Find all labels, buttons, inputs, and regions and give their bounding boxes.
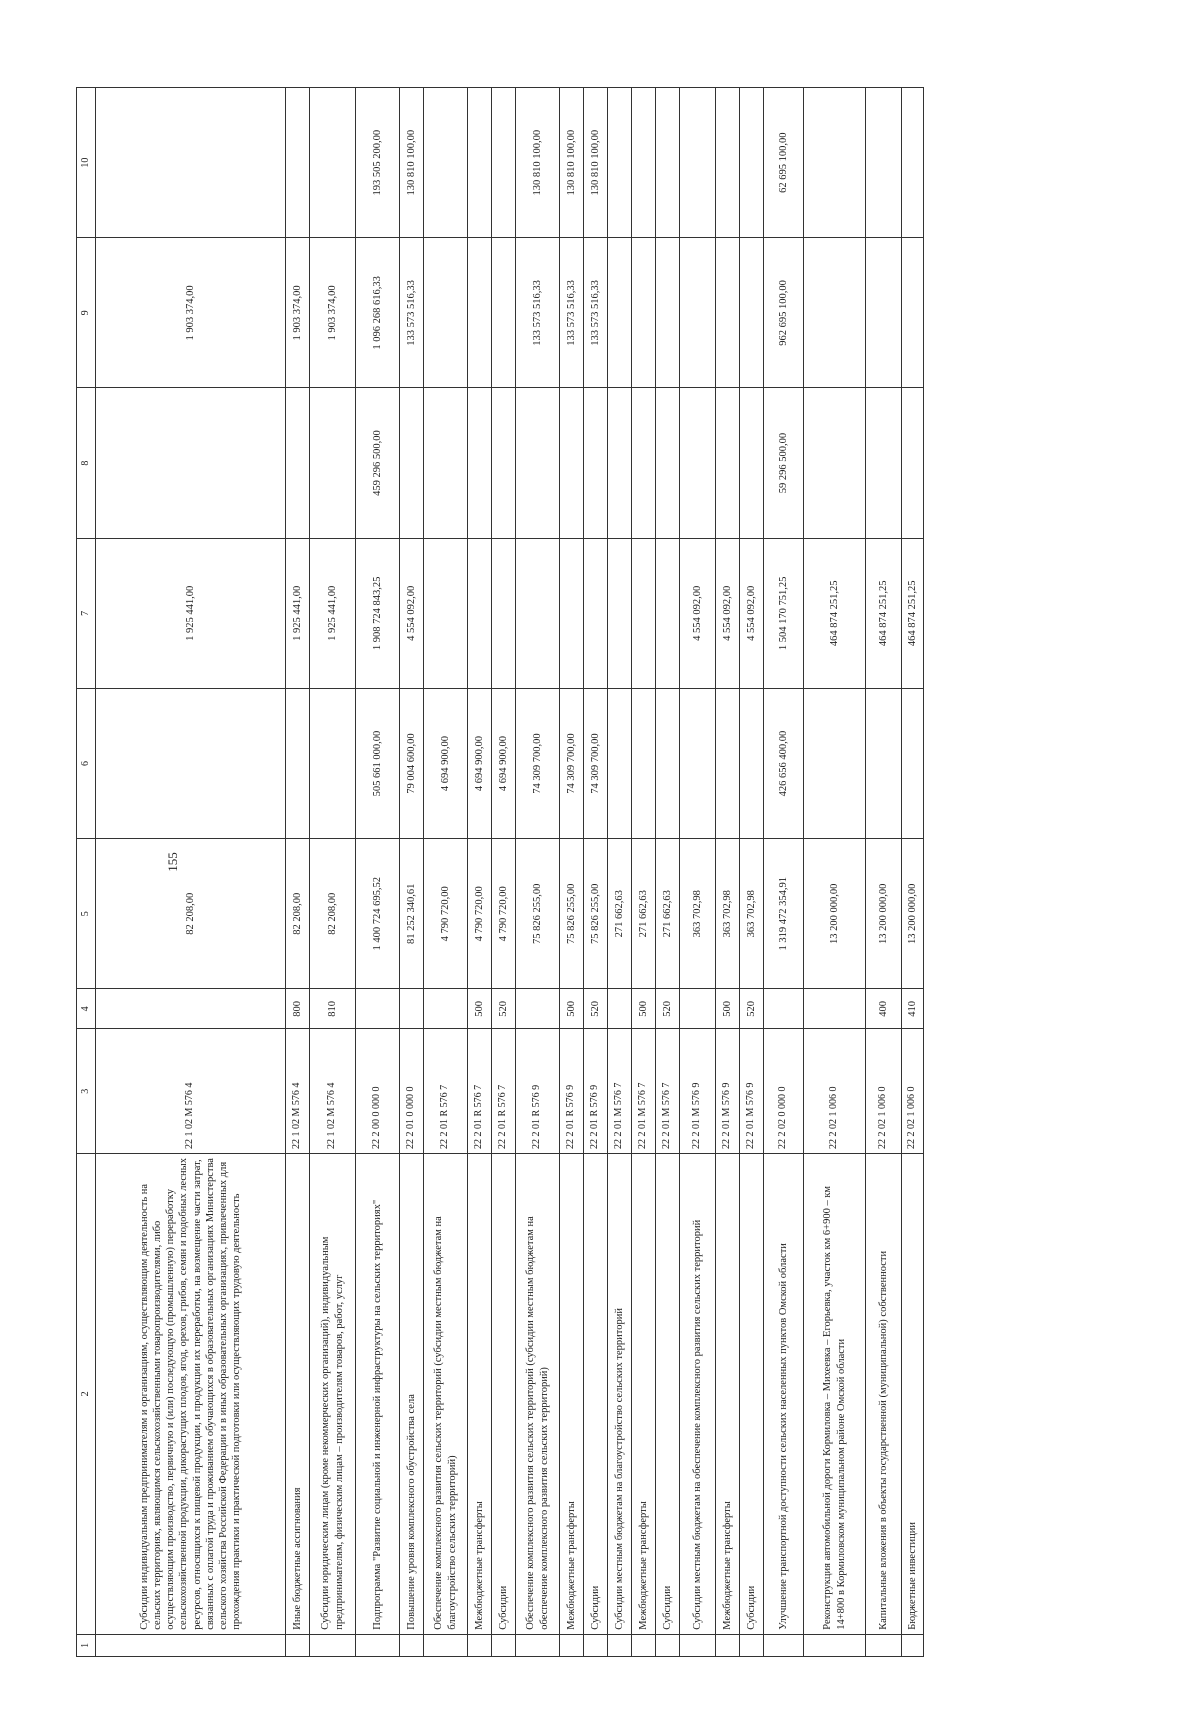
value-col-8 bbox=[424, 388, 468, 538]
row-index bbox=[516, 1634, 560, 1656]
header-row bbox=[77, 88, 96, 1657]
expense-type bbox=[424, 989, 468, 1029]
value-col-7 bbox=[560, 538, 584, 688]
expense-type: 400 bbox=[866, 989, 902, 1029]
row-index bbox=[468, 1634, 492, 1656]
value-col-7: 1 504 170 751,25 bbox=[764, 538, 804, 688]
row-index bbox=[804, 1634, 866, 1656]
value-col-10: 130 810 100,00 bbox=[400, 88, 424, 238]
value-col-8 bbox=[656, 388, 680, 538]
row-index bbox=[656, 1634, 680, 1656]
expense-type: 500 bbox=[560, 989, 584, 1029]
value-col-5: 13 200 000,00 bbox=[902, 839, 924, 989]
value-col-6: 505 661 000,00 bbox=[356, 688, 400, 838]
value-col-5: 75 826 255,00 bbox=[560, 839, 584, 989]
value-col-8 bbox=[286, 388, 310, 538]
value-col-7 bbox=[492, 538, 516, 688]
table-row bbox=[310, 88, 356, 1657]
value-col-7: 1 925 441,00 bbox=[286, 538, 310, 688]
value-col-6 bbox=[608, 688, 632, 838]
item-name: Капитальные вложения в объекты государственной (муниципальной) собственности bbox=[866, 1154, 902, 1635]
value-col-9: 962 695 100,00 bbox=[764, 238, 804, 388]
value-col-10: 130 810 100,00 bbox=[584, 88, 608, 238]
item-name: Повышение уровня комплексного обустройства села bbox=[400, 1154, 424, 1635]
budget-code: 22 2 00 0 000 0 bbox=[356, 1029, 400, 1154]
value-col-8 bbox=[804, 388, 866, 538]
value-col-10 bbox=[492, 88, 516, 238]
expense-type: 500 bbox=[632, 989, 656, 1029]
value-col-8 bbox=[560, 388, 584, 538]
value-col-9: 1 903 374,00 bbox=[286, 238, 310, 388]
budget-code: 22 2 01 R 576 9 bbox=[560, 1029, 584, 1154]
expense-type bbox=[804, 989, 866, 1029]
value-col-10: 193 505 200,00 bbox=[356, 88, 400, 238]
row-index bbox=[310, 1634, 356, 1656]
value-col-9 bbox=[716, 238, 740, 388]
value-col-9: 1 903 374,00 bbox=[96, 238, 286, 388]
value-col-7 bbox=[656, 538, 680, 688]
value-col-9: 133 573 516,33 bbox=[584, 238, 608, 388]
item-name: Обеспечение комплексного развития сельских территорий (субсидии местным бюджетам на благоустройство сельских территорий) bbox=[424, 1154, 468, 1635]
value-col-8 bbox=[632, 388, 656, 538]
value-col-5: 271 662,63 bbox=[632, 839, 656, 989]
value-col-7: 4 554 092,00 bbox=[716, 538, 740, 688]
value-col-7: 1 925 441,00 bbox=[310, 538, 356, 688]
value-col-9: 1 903 374,00 bbox=[310, 238, 356, 388]
value-col-9 bbox=[656, 238, 680, 388]
budget-code: 22 2 02 1 006 0 bbox=[866, 1029, 902, 1154]
value-col-9 bbox=[866, 238, 902, 388]
value-col-5: 82 208,00 bbox=[286, 839, 310, 989]
row-index bbox=[680, 1634, 716, 1656]
value-col-7: 4 554 092,00 bbox=[680, 538, 716, 688]
row-index bbox=[424, 1634, 468, 1656]
value-col-8 bbox=[680, 388, 716, 538]
value-col-5: 75 826 255,00 bbox=[516, 839, 560, 989]
value-col-7: 464 874 251,25 bbox=[804, 538, 866, 688]
value-col-10: 130 810 100,00 bbox=[516, 88, 560, 238]
value-col-10 bbox=[608, 88, 632, 238]
budget-code: 22 1 02 M 576 4 bbox=[96, 1029, 286, 1154]
value-col-6: 4 694 900,00 bbox=[468, 688, 492, 838]
table-row bbox=[400, 88, 424, 1657]
item-name: Подпрограмма "Развитие социальной и инженерной инфраструктуры на сельских территориях" bbox=[356, 1154, 400, 1635]
budget-code: 22 2 02 0 000 0 bbox=[764, 1029, 804, 1154]
budget-code: 22 2 01 M 576 9 bbox=[680, 1029, 716, 1154]
budget-code: 22 2 01 M 576 7 bbox=[656, 1029, 680, 1154]
value-col-9 bbox=[424, 238, 468, 388]
item-name: Субсидии юридическим лицам (кроме некоммерческих организаций), индивидуальным предпринимателям, физическим лицам – производителям товаров, работ, услуг bbox=[310, 1154, 356, 1635]
value-col-7: 1 925 441,00 bbox=[96, 538, 286, 688]
value-col-7: 1 908 724 843,25 bbox=[356, 538, 400, 688]
value-col-10: 62 695 100,00 bbox=[764, 88, 804, 238]
item-name: Улучшение транспортной доступности сельских населенных пунктов Омской области bbox=[764, 1154, 804, 1635]
item-name: Субсидии bbox=[492, 1154, 516, 1635]
header-cell-6: 6 bbox=[77, 688, 96, 838]
value-col-10 bbox=[96, 88, 286, 238]
item-name: Субсидии bbox=[740, 1154, 764, 1635]
table-row bbox=[632, 88, 656, 1657]
header-cell-9: 9 bbox=[77, 238, 96, 388]
header-cell-5: 5 bbox=[77, 839, 96, 989]
row-index bbox=[902, 1634, 924, 1656]
value-col-7 bbox=[584, 538, 608, 688]
page-number: 155 bbox=[164, 852, 180, 872]
value-col-6: 4 694 900,00 bbox=[424, 688, 468, 838]
value-col-10: 130 810 100,00 bbox=[560, 88, 584, 238]
value-col-6 bbox=[96, 688, 286, 838]
value-col-10 bbox=[680, 88, 716, 238]
expense-type: 520 bbox=[740, 989, 764, 1029]
expense-type bbox=[608, 989, 632, 1029]
header-cell-8: 8 bbox=[77, 388, 96, 538]
expense-type: 800 bbox=[286, 989, 310, 1029]
expense-type bbox=[764, 989, 804, 1029]
value-col-8 bbox=[310, 388, 356, 538]
value-col-8 bbox=[608, 388, 632, 538]
value-col-6 bbox=[902, 688, 924, 838]
value-col-9 bbox=[902, 238, 924, 388]
table-row bbox=[804, 88, 866, 1657]
budget-code: 22 2 01 R 576 9 bbox=[516, 1029, 560, 1154]
item-name: Межбюджетные трансферты bbox=[468, 1154, 492, 1635]
value-col-5: 271 662,63 bbox=[656, 839, 680, 989]
value-col-6 bbox=[804, 688, 866, 838]
value-col-10 bbox=[716, 88, 740, 238]
value-col-6: 74 309 700,00 bbox=[560, 688, 584, 838]
budget-code: 22 2 01 M 576 7 bbox=[608, 1029, 632, 1154]
expense-type: 500 bbox=[468, 989, 492, 1029]
row-index bbox=[560, 1634, 584, 1656]
value-col-8: 459 296 500,00 bbox=[356, 388, 400, 538]
table-row bbox=[492, 88, 516, 1657]
value-col-8 bbox=[584, 388, 608, 538]
value-col-6 bbox=[680, 688, 716, 838]
item-name: Обеспечение комплексного развития сельских территорий (субсидии местным бюджетам на обеспечение комплексного развития сельских территорий) bbox=[516, 1154, 560, 1635]
value-col-8 bbox=[468, 388, 492, 538]
expense-type: 520 bbox=[492, 989, 516, 1029]
value-col-6 bbox=[632, 688, 656, 838]
expense-type bbox=[356, 989, 400, 1029]
expense-type bbox=[516, 989, 560, 1029]
value-col-10 bbox=[424, 88, 468, 238]
item-name: Субсидии местным бюджетам на обеспечение комплексного развития сельских территорий bbox=[680, 1154, 716, 1635]
expense-type bbox=[400, 989, 424, 1029]
table-row bbox=[356, 88, 400, 1657]
value-col-6: 74 309 700,00 bbox=[516, 688, 560, 838]
value-col-9: 133 573 516,33 bbox=[516, 238, 560, 388]
value-col-9 bbox=[468, 238, 492, 388]
value-col-6 bbox=[310, 688, 356, 838]
value-col-8 bbox=[96, 388, 286, 538]
item-name: Субсидии bbox=[656, 1154, 680, 1635]
row-index bbox=[584, 1634, 608, 1656]
value-col-9: 1 096 268 616,33 bbox=[356, 238, 400, 388]
value-col-8: 59 296 500,00 bbox=[764, 388, 804, 538]
value-col-5: 271 662,63 bbox=[608, 839, 632, 989]
value-col-10 bbox=[632, 88, 656, 238]
value-col-10 bbox=[740, 88, 764, 238]
value-col-5: 75 826 255,00 bbox=[584, 839, 608, 989]
value-col-5: 363 702,98 bbox=[680, 839, 716, 989]
value-col-7: 4 554 092,00 bbox=[740, 538, 764, 688]
value-col-7: 464 874 251,25 bbox=[866, 538, 902, 688]
budget-code: 22 2 01 M 576 9 bbox=[716, 1029, 740, 1154]
row-index bbox=[716, 1634, 740, 1656]
item-name: Бюджетные инвестиции bbox=[902, 1154, 924, 1635]
budget-code: 22 1 02 M 576 4 bbox=[310, 1029, 356, 1154]
value-col-7 bbox=[608, 538, 632, 688]
value-col-9 bbox=[492, 238, 516, 388]
value-col-6: 4 694 900,00 bbox=[492, 688, 516, 838]
table-row bbox=[96, 88, 286, 1657]
value-col-8 bbox=[492, 388, 516, 538]
budget-table bbox=[76, 87, 924, 1657]
value-col-5: 4 790 720,00 bbox=[492, 839, 516, 989]
budget-code: 22 1 02 M 576 4 bbox=[286, 1029, 310, 1154]
value-col-8 bbox=[902, 388, 924, 538]
table-row bbox=[584, 88, 608, 1657]
value-col-9: 133 573 516,33 bbox=[560, 238, 584, 388]
value-col-9 bbox=[740, 238, 764, 388]
value-col-8 bbox=[516, 388, 560, 538]
table-row bbox=[902, 88, 924, 1657]
table-row bbox=[560, 88, 584, 1657]
budget-code: 22 2 01 0 000 0 bbox=[400, 1029, 424, 1154]
item-name: Межбюджетные трансферты bbox=[632, 1154, 656, 1635]
value-col-10 bbox=[468, 88, 492, 238]
value-col-5: 82 208,00 bbox=[310, 839, 356, 989]
table-row bbox=[680, 88, 716, 1657]
table-row bbox=[866, 88, 902, 1657]
value-col-6 bbox=[656, 688, 680, 838]
expense-type: 410 bbox=[902, 989, 924, 1029]
expense-type: 520 bbox=[656, 989, 680, 1029]
row-index bbox=[492, 1634, 516, 1656]
item-name: Межбюджетные трансферты bbox=[716, 1154, 740, 1635]
value-col-7 bbox=[632, 538, 656, 688]
row-index bbox=[764, 1634, 804, 1656]
header-cell-2: 2 bbox=[77, 1154, 96, 1635]
value-col-9 bbox=[804, 238, 866, 388]
expense-type bbox=[96, 989, 286, 1029]
budget-code: 22 2 01 R 576 7 bbox=[468, 1029, 492, 1154]
item-name: Межбюджетные трансферты bbox=[560, 1154, 584, 1635]
rotated-table-container bbox=[76, 87, 1088, 1657]
table-row bbox=[424, 88, 468, 1657]
row-index bbox=[286, 1634, 310, 1656]
budget-code: 22 2 01 R 576 9 bbox=[584, 1029, 608, 1154]
header-cell-3: 3 bbox=[77, 1029, 96, 1154]
value-col-6 bbox=[866, 688, 902, 838]
value-col-5: 4 790 720,00 bbox=[424, 839, 468, 989]
value-col-9 bbox=[680, 238, 716, 388]
value-col-5: 82 208,00 bbox=[96, 839, 286, 989]
value-col-9 bbox=[632, 238, 656, 388]
table-row bbox=[716, 88, 740, 1657]
value-col-6: 79 004 600,00 bbox=[400, 688, 424, 838]
expense-type: 810 bbox=[310, 989, 356, 1029]
value-col-6 bbox=[286, 688, 310, 838]
value-col-6 bbox=[740, 688, 764, 838]
budget-code: 22 2 02 1 006 0 bbox=[902, 1029, 924, 1154]
value-col-6 bbox=[716, 688, 740, 838]
item-name: Иные бюджетные ассигнования bbox=[286, 1154, 310, 1635]
row-index bbox=[356, 1634, 400, 1656]
header-cell-4: 4 bbox=[77, 989, 96, 1029]
table-row bbox=[468, 88, 492, 1657]
table-row bbox=[656, 88, 680, 1657]
row-index bbox=[96, 1634, 286, 1656]
row-index bbox=[632, 1634, 656, 1656]
value-col-7: 464 874 251,25 bbox=[902, 538, 924, 688]
value-col-5: 4 790 720,00 bbox=[468, 839, 492, 989]
value-col-10 bbox=[656, 88, 680, 238]
value-col-8 bbox=[400, 388, 424, 538]
item-name: Субсидии местным бюджетам на благоустройство сельских территорий bbox=[608, 1154, 632, 1635]
header-cell-7: 7 bbox=[77, 538, 96, 688]
value-col-6: 74 309 700,00 bbox=[584, 688, 608, 838]
value-col-5: 1 319 472 354,91 bbox=[764, 839, 804, 989]
expense-type bbox=[680, 989, 716, 1029]
table-row bbox=[516, 88, 560, 1657]
value-col-7: 4 554 092,00 bbox=[400, 538, 424, 688]
expense-type: 500 bbox=[716, 989, 740, 1029]
value-col-5: 1 400 724 695,52 bbox=[356, 839, 400, 989]
budget-code: 22 2 01 R 576 7 bbox=[424, 1029, 468, 1154]
row-index bbox=[400, 1634, 424, 1656]
value-col-8 bbox=[740, 388, 764, 538]
value-col-7 bbox=[516, 538, 560, 688]
table-row bbox=[608, 88, 632, 1657]
row-index bbox=[866, 1634, 902, 1656]
value-col-10 bbox=[804, 88, 866, 238]
value-col-8 bbox=[866, 388, 902, 538]
value-col-9 bbox=[608, 238, 632, 388]
value-col-9: 133 573 516,33 bbox=[400, 238, 424, 388]
value-col-5: 13 200 000,00 bbox=[804, 839, 866, 989]
value-col-8 bbox=[716, 388, 740, 538]
table-row bbox=[764, 88, 804, 1657]
budget-code: 22 2 01 M 576 7 bbox=[632, 1029, 656, 1154]
value-col-5: 363 702,98 bbox=[740, 839, 764, 989]
table-row bbox=[740, 88, 764, 1657]
value-col-6: 426 656 400,00 bbox=[764, 688, 804, 838]
value-col-7 bbox=[424, 538, 468, 688]
value-col-5: 13 200 000,00 bbox=[866, 839, 902, 989]
item-name: Реконструкция автомобильной дороги Кормиловка – Михеевка – Егорьевка, участок км 6+900 – км 14+800 в Кормиловском муниципальном районе Омской области bbox=[804, 1154, 866, 1635]
table-row bbox=[286, 88, 310, 1657]
value-col-5: 363 702,98 bbox=[716, 839, 740, 989]
value-col-10 bbox=[310, 88, 356, 238]
row-index bbox=[740, 1634, 764, 1656]
value-col-10 bbox=[866, 88, 902, 238]
budget-code: 22 2 02 1 006 0 bbox=[804, 1029, 866, 1154]
header-cell-1: 1 bbox=[77, 1634, 96, 1656]
item-name: Субсидии индивидуальным предпринимателям и организациям, осуществляющим деятельность на сельских территориях, являющимся сельскохозяйственными товаропроизводителями, либо осуществляющим производство, первичную и (или) последующую (промышленную) переработку сельскохозяйственной продукции, дикорастущих плодов, ягод, орехов, грибов, семян и подобных лесных ресурсов, относящихся к пищевой продукции, и продукции их переработки, на возмещение части затрат, связанных с оплатой труда и проживанием обучающихся в образовательных организациях Министерства сельского хозяйства Российской Федерации и в иных образовательных организациях, привлеченных для прохождения практики и практической подготовки или осуществляющих трудовую деятельность bbox=[96, 1154, 286, 1635]
value-col-10 bbox=[286, 88, 310, 238]
expense-type: 520 bbox=[584, 989, 608, 1029]
table-body bbox=[96, 88, 924, 1657]
header-cell-10: 10 bbox=[77, 88, 96, 238]
value-col-7 bbox=[468, 538, 492, 688]
value-col-5: 81 252 340,61 bbox=[400, 839, 424, 989]
row-index bbox=[608, 1634, 632, 1656]
item-name: Субсидии bbox=[584, 1154, 608, 1635]
value-col-10 bbox=[902, 88, 924, 238]
budget-code: 22 2 01 M 576 9 bbox=[740, 1029, 764, 1154]
budget-code: 22 2 01 R 576 7 bbox=[492, 1029, 516, 1154]
